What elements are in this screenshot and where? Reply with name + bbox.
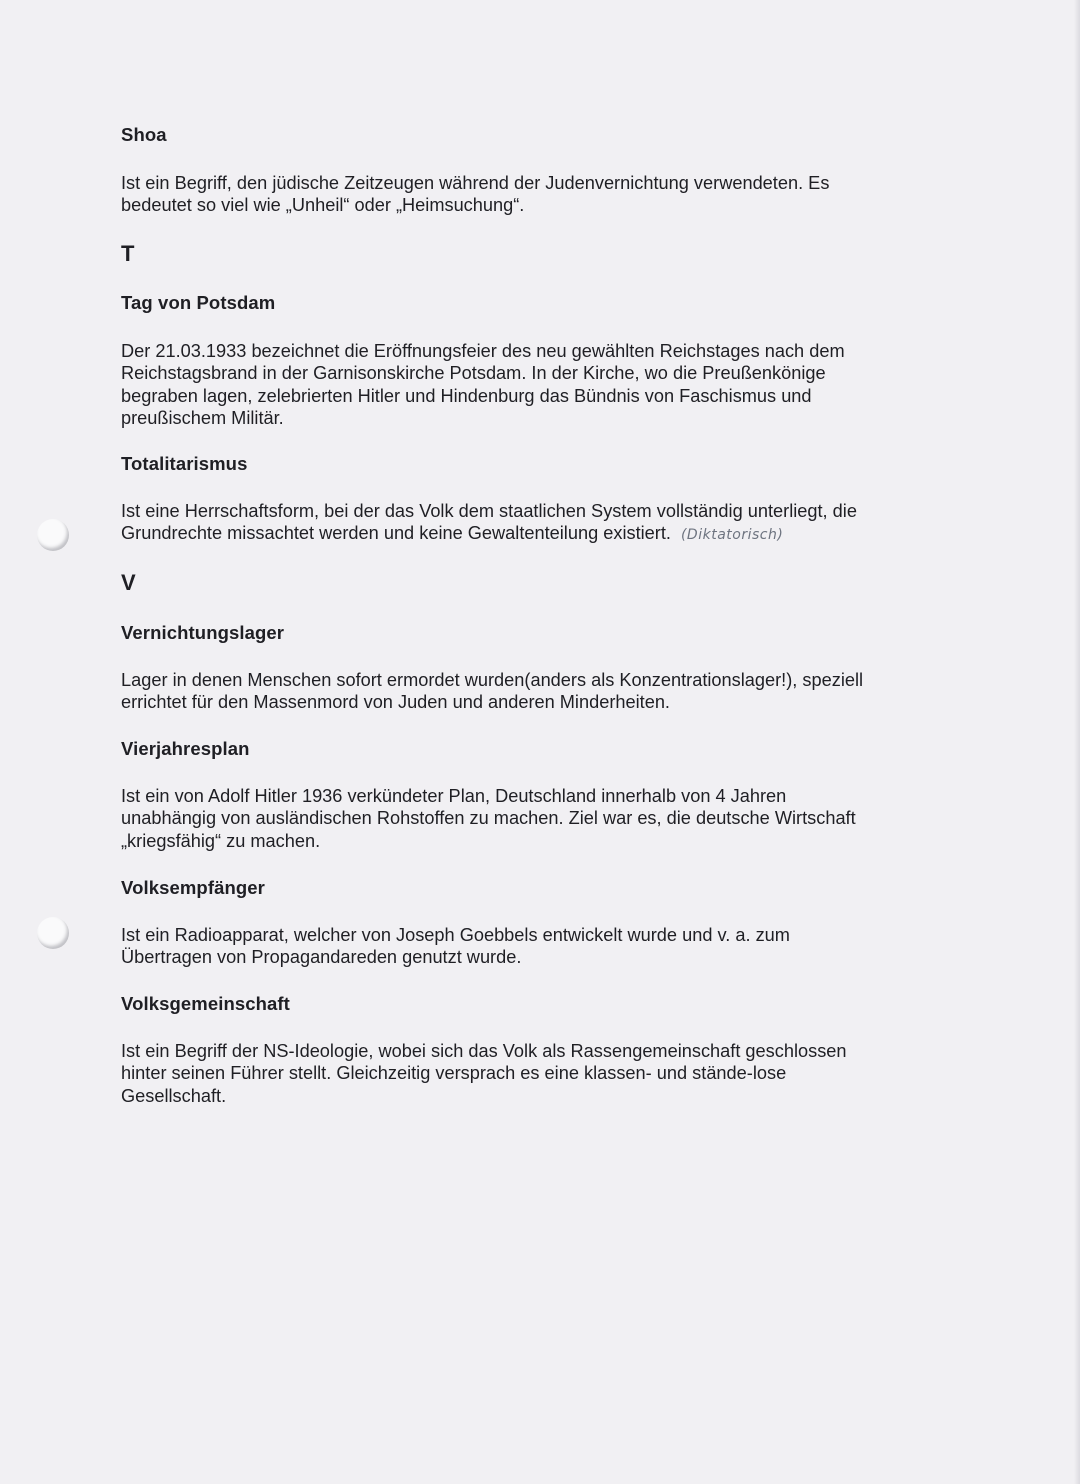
term-heading-vernichtungslager: Vernichtungslager: [121, 622, 285, 643]
term-heading-tag-von-potsdam: Tag von Potsdam: [121, 292, 276, 313]
term-heading-shoa: Shoa: [121, 124, 167, 145]
definition-volksempfaenger: Ist ein Radioapparat, welcher von Joseph Goebbels entwickelt wurde und v. a. zum Übertragen von Propagandareden genutzt wurde.: [121, 925, 790, 968]
section-letter-t: T: [121, 241, 135, 266]
punch-hole-upper: [37, 519, 69, 551]
punch-hole-lower: [37, 917, 69, 949]
definition-tag-von-potsdam: Der 21.03.1933 bezeichnet die Eröffnungsfeier des neu gewählten Reichstages nach dem Reichstagsbrand in der Garnisonskirche Potsdam. In der Kirche, wo die Preußenkönige begraben lagen, zelebrierten Hitler und Hindenburg das Bündnis von Faschismus und preußischem Militär.: [121, 341, 845, 428]
definition-vierjahresplan: Ist ein von Adolf Hitler 1936 verkündeter Plan, Deutschland innerhalb von 4 Jahren unabhängig von ausländischen Rohstoffen zu machen. Ziel war es, die deutsche Wirtschaft „kriegsfähig“ zu machen.: [121, 786, 856, 851]
definition-shoa: Ist ein Begriff, den jüdische Zeitzeugen während der Judenvernichtung verwendeten. Es bedeutet so viel wie „Unheil“ oder „Heimsuchung“.: [121, 173, 830, 216]
handwritten-note: (Diktatorisch): [680, 527, 784, 544]
definition-vernichtungslager: Lager in denen Menschen sofort ermordet wurden(anders als Konzentrationslager!), speziell errichtet für den Massenmord von Juden und anderen Minderheiten.: [121, 670, 864, 713]
term-heading-totalitarismus: Totalitarismus: [121, 453, 248, 474]
definition-totalitarismus: Ist eine Herrschaftsform, bei der das Volk dem staatlichen System vollständig unterliegt, die Grundrechte missachtet werden und keine Gewaltenteilung existiert. (Diktatorisch): [121, 501, 857, 544]
section-letter-v: V: [121, 570, 136, 595]
term-heading-vierjahresplan: Vierjahresplan: [121, 738, 250, 759]
definition-volksgemeinschaft: Ist ein Begriff der NS-Ideologie, wobei sich das Volk als Rassengemeinschaft geschlossen hinter seinen Führer stellt. Gleichzeitig versprach es eine klassen- und stände-lose Gesellschaft.: [121, 1041, 847, 1106]
page-edge-shadow: [1074, 0, 1080, 1484]
term-heading-volksgemeinschaft: Volksgemeinschaft: [121, 993, 290, 1014]
term-heading-volksempfaenger: Volksempfänger: [121, 877, 265, 898]
